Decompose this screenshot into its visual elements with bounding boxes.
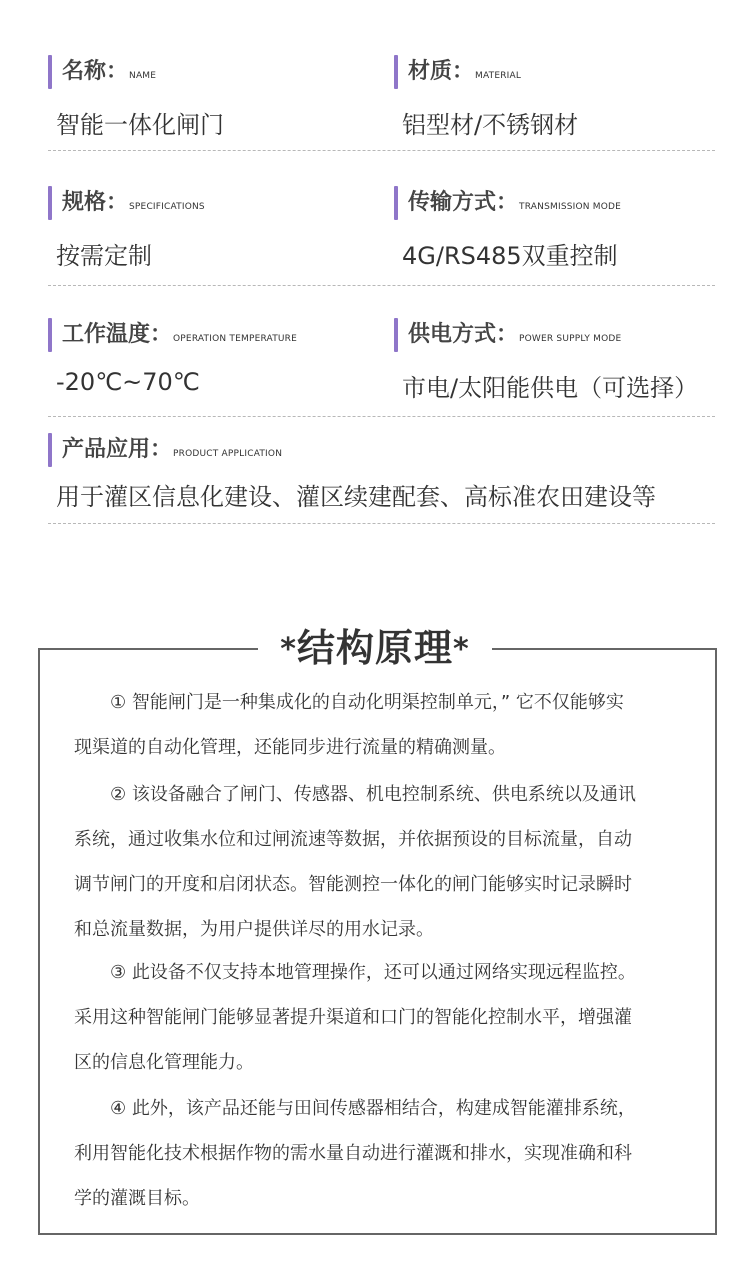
divider [48, 523, 715, 524]
spec-label: 名称： [62, 59, 129, 84]
paragraph-line: ④ 此外，该产品还能与田间传感器相结合，构建成智能灌排系统， [110, 1098, 636, 1119]
paragraph-1 [74, 680, 692, 770]
star-icon: * [453, 632, 470, 667]
accent-bar [48, 433, 52, 467]
paragraph-line: ② 该设备融合了闸门、传感器、机电控制系统、供电系统以及通讯 [110, 784, 636, 805]
spec-label: 产品应用： [62, 437, 173, 462]
spec-value: 铝型材/不锈钢材 [402, 111, 579, 139]
divider [48, 416, 715, 417]
spec-power-supply [394, 318, 698, 403]
spec-label-en: NAME [129, 71, 157, 81]
paragraph-line: 调节闸门的开度和启闭状态。智能测控一体化的闸门能够实时记录瞬时 [74, 874, 632, 895]
paragraph-line: 现渠道的自动化管理，还能同步进行流量的精确测量。 [74, 737, 506, 758]
spec-label: 材质： [408, 59, 475, 84]
divider [48, 285, 715, 286]
spec-label: 工作温度： [62, 322, 173, 347]
spec-value: 智能一体化闸门 [56, 111, 224, 139]
accent-bar [394, 186, 398, 220]
spec-application [48, 433, 656, 512]
paragraph-line: 区的信息化管理能力。 [74, 1052, 254, 1073]
spec-label-en: SPECIFICATIONS [129, 202, 205, 212]
spec-specifications [48, 186, 205, 271]
spec-temperature [48, 318, 297, 396]
spec-label-en: PRODUCT APPLICATION [173, 449, 283, 459]
accent-bar [394, 55, 398, 89]
spec-label: 供电方式： [408, 322, 519, 347]
spec-label: 规格： [62, 190, 129, 215]
paragraph-line: 采用这种智能闸门能够显著提升渠道和口门的智能化控制水平，增强灌 [74, 1007, 632, 1028]
paragraph-line: 系统，通过收集水位和过闸流速等数据，并依据预设的目标流量，自动 [74, 829, 632, 850]
spec-value: 按需定制 [56, 242, 152, 270]
spec-transmission [394, 186, 621, 271]
section-title-text: 结构原理 [296, 626, 453, 670]
spec-value: -20℃~70℃ [56, 368, 200, 396]
spec-label-en: OPERATION TEMPERATURE [173, 334, 298, 344]
paragraph-3 [74, 950, 692, 1085]
accent-bar [394, 318, 398, 352]
paragraph-line: ③ 此设备不仅支持本地管理操作，还可以通过网络实现远程监控。 [110, 962, 636, 983]
spec-label-en: POWER SUPPLY MODE [519, 334, 622, 344]
paragraph-line: 学的灌溉目标。 [74, 1188, 200, 1209]
spec-material [394, 55, 578, 140]
star-icon: * [280, 632, 297, 667]
spec-value: 4G/RS485双重控制 [402, 242, 618, 270]
spec-value: 市电/太阳能供电（可选择） [402, 374, 699, 402]
accent-bar [48, 318, 52, 352]
paragraph-2 [74, 772, 692, 952]
paragraph-line: ① 智能闸门是一种集成化的自动化明渠控制单元，” 它不仅能够实 [110, 692, 624, 713]
spec-label: 传输方式： [408, 190, 519, 215]
divider [48, 150, 715, 151]
section-title [258, 622, 492, 676]
paragraph-4 [74, 1086, 692, 1221]
spec-label-en: TRANSMISSION MODE [519, 202, 622, 212]
accent-bar [48, 55, 52, 89]
spec-label-en: MATERIAL [475, 71, 522, 81]
paragraph-line: 利用智能化技术根据作物的需水量自动进行灌溉和排水，实现准确和科 [74, 1143, 632, 1164]
paragraph-line: 和总流量数据，为用户提供详尽的用水记录。 [74, 919, 434, 940]
accent-bar [48, 186, 52, 220]
spec-name [48, 55, 224, 140]
spec-value: 用于灌区信息化建设、灌区续建配套、高标准农田建设等 [56, 483, 656, 511]
